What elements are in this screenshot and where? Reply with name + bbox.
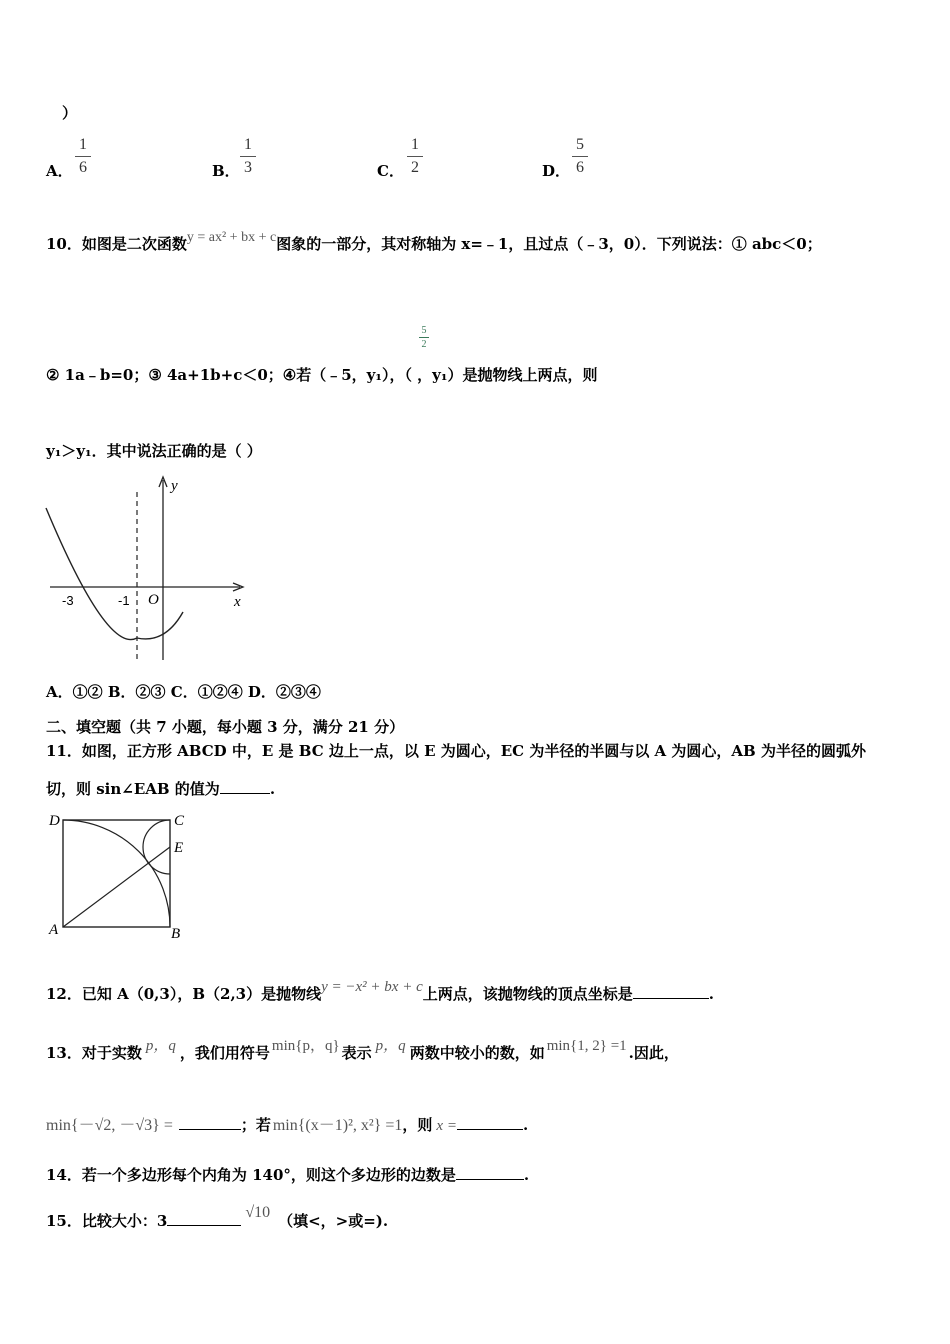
q13-text-d: .因此， — [628, 1044, 679, 1062]
q13-text-c: 两数中较小的数，如 — [409, 1044, 545, 1062]
q9-option-d-den: 6 — [576, 159, 584, 176]
q14-end: . — [523, 1166, 530, 1184]
q10-small-fraction — [417, 325, 431, 350]
q15-answer-blank[interactable] — [167, 1211, 241, 1226]
q10-line3: y₁＞y₁．其中说法正确的是（ ） — [46, 442, 262, 460]
graph-origin-label: O — [148, 592, 159, 608]
q11-line1: 11．如图，正方形 ABCD 中，E 是 BC 边上一点，以 E 为圆心，EC 为半径的半圆与以 A 为圆心，AB 为半径的圆弧外 — [46, 742, 866, 760]
q15-suffix: （填<，>或=). — [278, 1212, 389, 1230]
q11-answer-blank[interactable] — [220, 779, 270, 794]
q13-expr1: min{－√2, －√3} = — [46, 1117, 173, 1134]
q13-pq: p，q — [145, 1038, 176, 1054]
q9-option-c-fraction — [405, 135, 425, 178]
q13-line1 — [46, 1038, 679, 1063]
q9-tail: ） — [62, 104, 78, 122]
section2-title: 二、填空题（共 7 小题，每小题 3 分，满分 21 分） — [46, 718, 405, 736]
q10-parabola-graph — [40, 472, 255, 667]
q9-option-d-label: D． — [542, 162, 571, 180]
q10-small-frac-num: 5 — [421, 325, 427, 336]
q14-line — [46, 1164, 529, 1185]
q10-text1: 图象的一部分，其对称轴为 x=﹣1，且过点（﹣3，0）．下列说法：① abc＜0； — [276, 235, 822, 253]
q12-prefix: 12．已知 A（0,3），B（2,3）是抛物线 — [46, 985, 322, 1003]
q10-options: A．①② B．②③ C．①②④ D．②③④ — [46, 683, 321, 701]
q12-suffix: 上两点，该抛物线的顶点坐标是 — [422, 985, 633, 1003]
graph-tick-neg3: -3 — [62, 593, 74, 608]
q12-line — [46, 979, 714, 1004]
q9-option-c-den: 2 — [411, 159, 419, 176]
q13-min-example: min{1, 2} =1 — [546, 1038, 627, 1054]
q13-x: x = — [436, 1118, 457, 1134]
q13-answer-blank-2[interactable] — [457, 1115, 523, 1130]
q9-option-c-num: 1 — [411, 136, 419, 153]
q9-option-a-label: A． — [46, 162, 73, 180]
q11-line2-prefix: 切，则 sin∠EAB 的值为 — [46, 780, 220, 798]
fig-label-d: D — [49, 813, 60, 829]
q12-formula: y = −x² + bx + c — [321, 979, 423, 995]
fig-label-c: C — [174, 813, 185, 829]
q13-end: . — [522, 1116, 529, 1134]
q10-small-frac-den: 2 — [421, 339, 427, 350]
q13-pq2: p，q — [375, 1038, 406, 1054]
graph-tick-neg1: -1 — [118, 593, 130, 608]
q13-expr2: min{(x－1)², x²} =1 — [272, 1117, 403, 1134]
q9-option-a-num: 1 — [79, 136, 87, 153]
q15-sqrt: √10 — [245, 1204, 271, 1221]
q9-option-c-label: C． — [377, 162, 404, 180]
q13-line2 — [46, 1112, 528, 1135]
q9-option-b-fraction — [238, 135, 258, 178]
q10-line2: ② 1a﹣b=0；③ 4a+1b+c＜0；④若（﹣5，y₁），（ ，y₁）是抛物线上两点，则 — [46, 366, 598, 384]
q9-option-d-num: 5 — [576, 136, 584, 153]
q15-prefix: 15．比较大小：3 — [46, 1212, 168, 1230]
q9-option-d-fraction — [570, 135, 590, 178]
q15-line — [46, 1204, 389, 1231]
q12-end: . — [708, 985, 714, 1003]
q14-answer-blank[interactable] — [456, 1165, 524, 1180]
q9-option-a-den: 6 — [79, 159, 87, 176]
q10-prefix: 10．如图是二次函数 — [46, 235, 187, 253]
fig-label-b: B — [171, 926, 181, 940]
q13-answer-blank-1[interactable] — [179, 1115, 241, 1130]
q11-line2 — [46, 778, 275, 799]
graph-y-label: y — [171, 478, 178, 494]
q13-min-pq: min{p，q} — [271, 1038, 340, 1054]
graph-x-label: x — [234, 594, 241, 610]
q13-prefix: 13．对于实数 — [46, 1044, 142, 1062]
fig-label-e: E — [174, 840, 184, 856]
q9-option-b-den: 3 — [244, 159, 252, 176]
q10-line1 — [46, 230, 822, 254]
q14-text: 14．若一个多边形每个内角为 140°，则这个多边形的边数是 — [46, 1166, 456, 1184]
q9-option-b-num: 1 — [244, 136, 252, 153]
q12-answer-blank[interactable] — [633, 984, 709, 999]
q13-text-b: 表示 — [341, 1044, 372, 1062]
q13-sep: ；若 — [240, 1116, 271, 1134]
q13-text-a: ，我们用符号 — [179, 1044, 270, 1062]
q10-formula: y = ax² + bx + c — [186, 230, 277, 245]
q9-option-b-label: B． — [212, 162, 240, 180]
q13-then: ，则 — [402, 1116, 433, 1134]
q9-option-a-fraction — [73, 135, 93, 178]
q11-square-figure — [45, 808, 195, 940]
q11-line2-suffix: . — [269, 780, 276, 798]
fig-label-a: A — [49, 922, 59, 938]
